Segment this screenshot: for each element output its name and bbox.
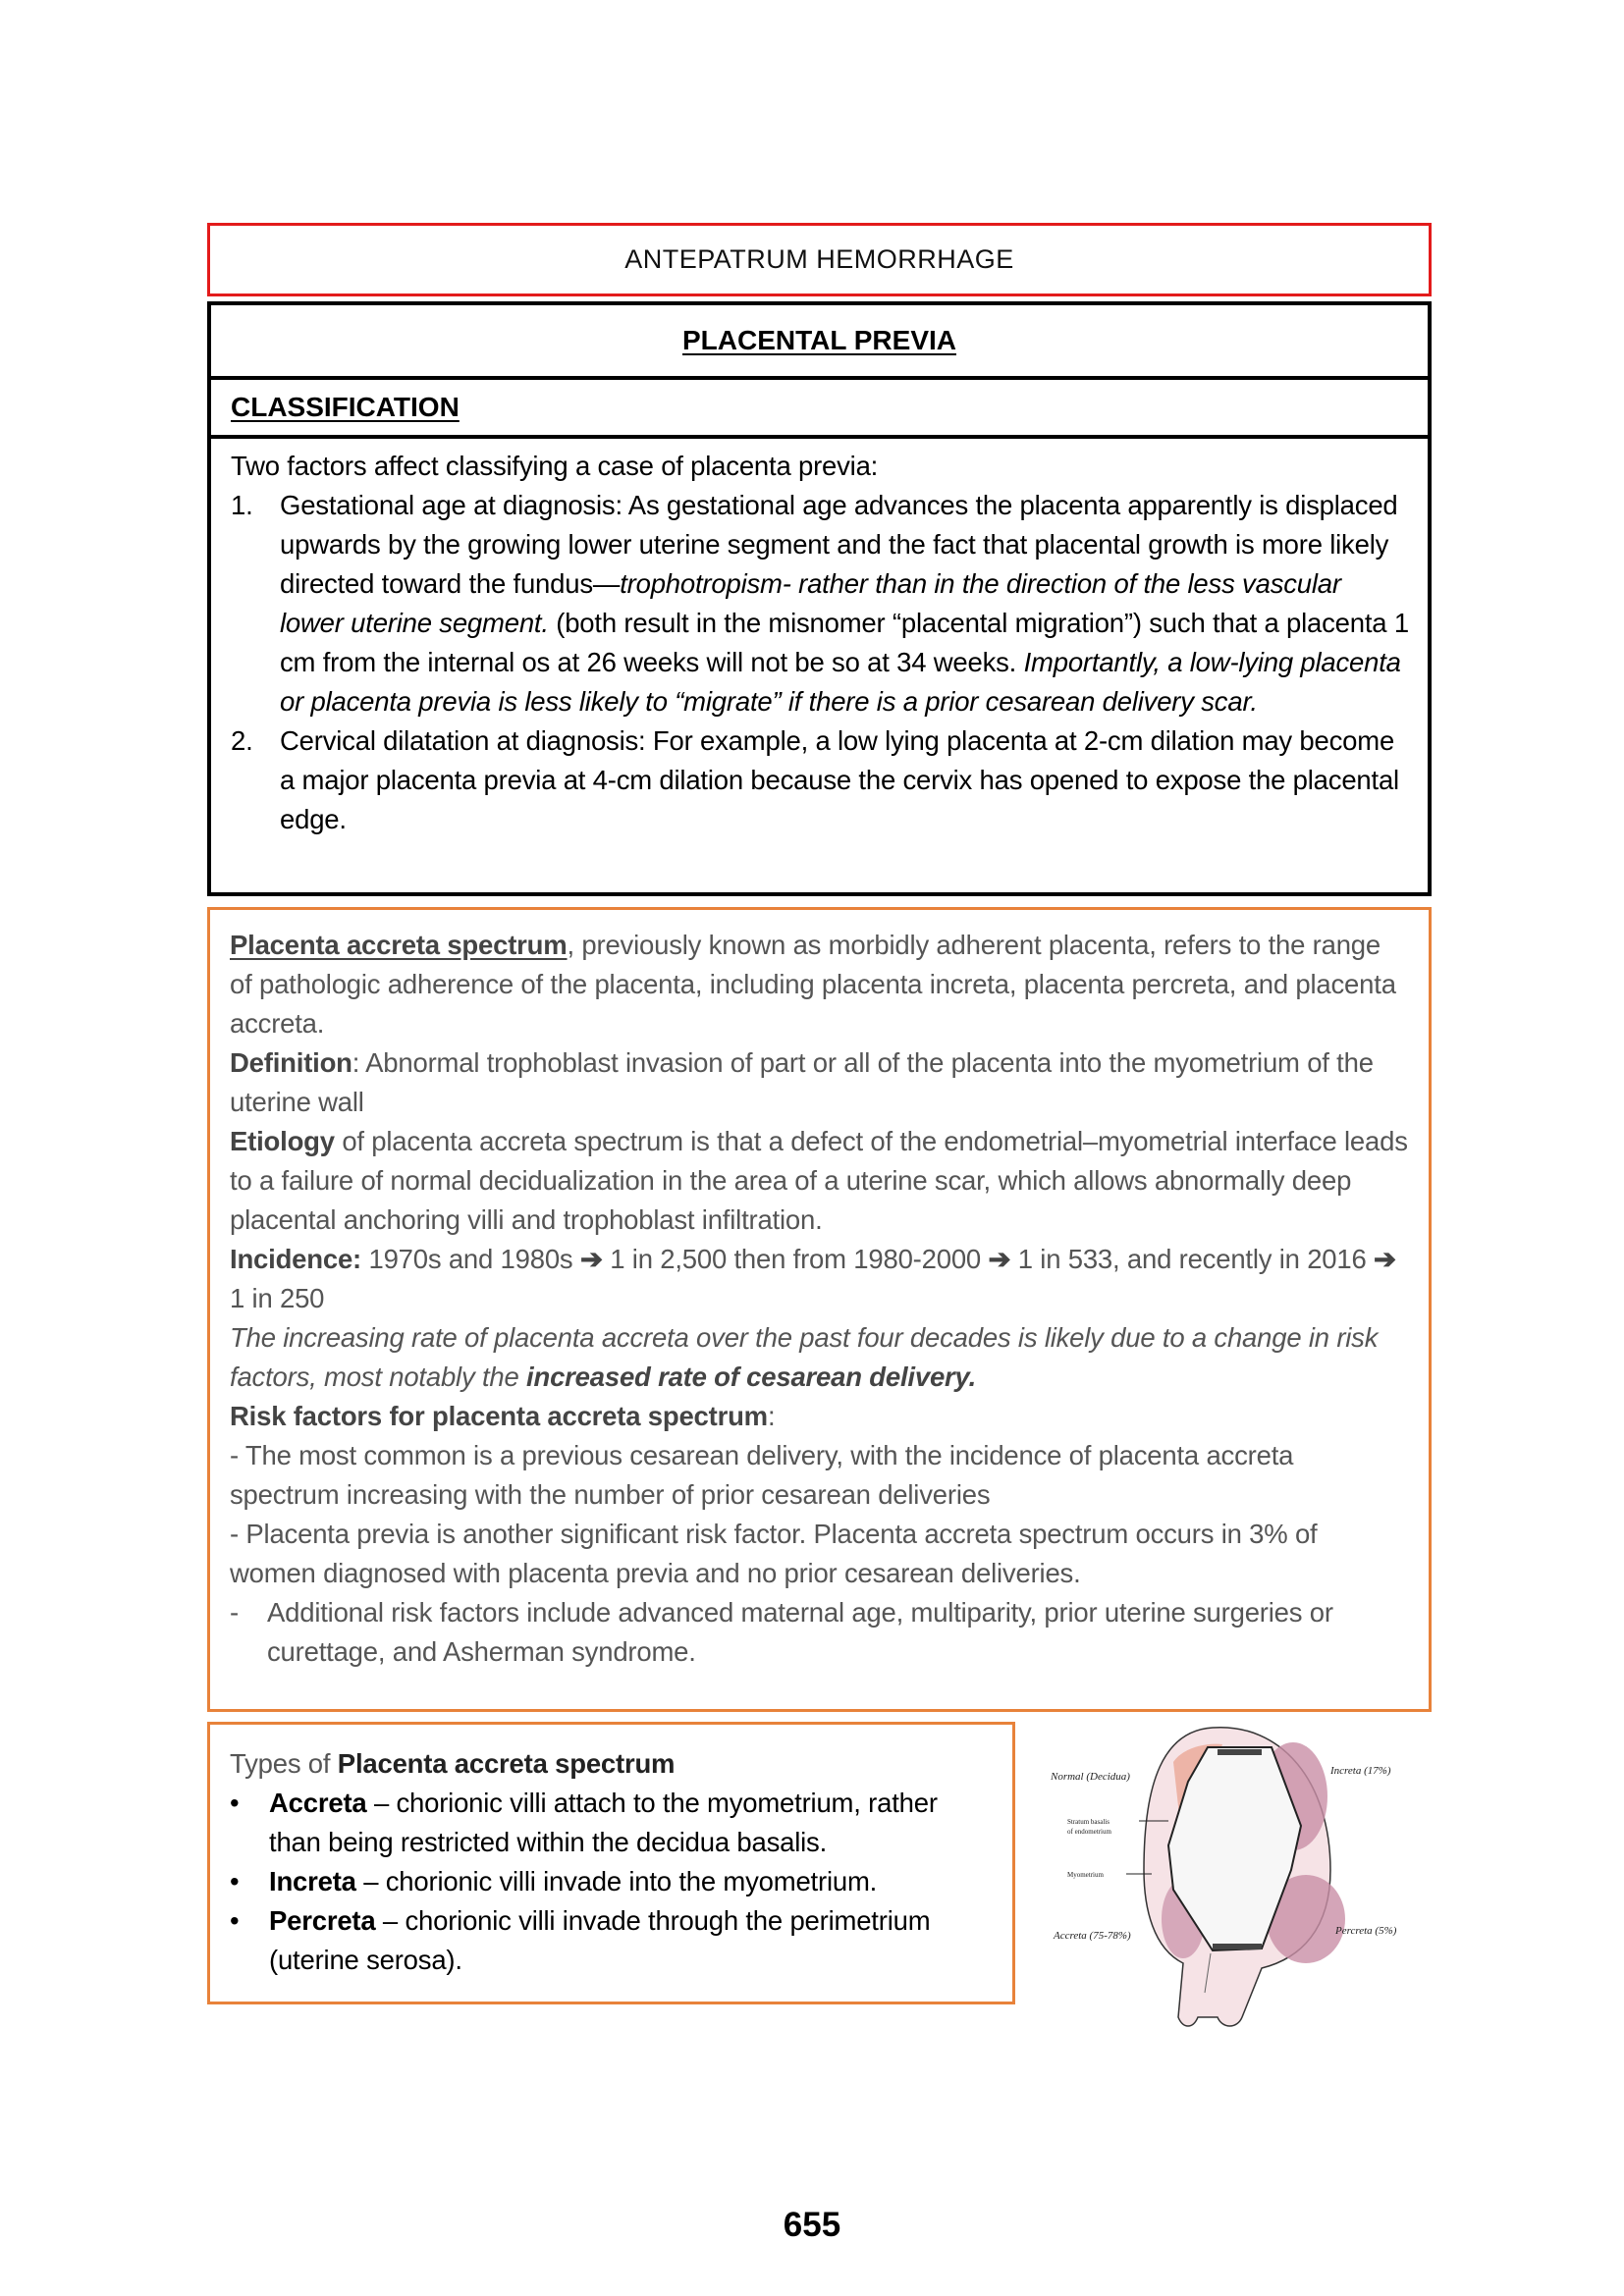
bullet-icon: • <box>230 1866 240 1896</box>
risk-item: - The most common is a previous cesarean delivery, with the incidence of placenta accreta spectrum increasing with the number of prior cesarean deliveries <box>230 1440 1294 1510</box>
uterus-diagram <box>1036 1723 1448 2047</box>
classification-body <box>211 439 1428 839</box>
item-text: (both result in the misnomer “placental migration”) such that a placenta 1 cm from the internal os at 26 weeks will not be so at 34 weeks. <box>280 608 1409 677</box>
page-number: 655 <box>783 2206 841 2244</box>
accreta-intro: Placenta accreta spectrum, previously known as morbidly adherent placenta, refers to the range of pathologic adherence of the placenta, including placenta increta, placenta percreta, and placenta accreta. <box>230 930 1396 1039</box>
classification-intro: Two factors affect classifying a case of placenta previa: <box>231 451 879 481</box>
item-text: Gestational age at diagnosis: As gestational age advances the placenta apparently is displaced upwards by the growing lower uterine segment and the fact that placental growth is more likely directed toward the fundus— <box>280 490 1398 599</box>
accreta-term: Placenta accreta spectrum <box>230 930 568 960</box>
svg-text:of endometrium: of endometrium <box>1067 1828 1111 1836</box>
list-item <box>231 721 1410 839</box>
item-text-italic: trophotropism- rather than in the direction of the less vascular lower uterine segment. <box>280 568 1341 638</box>
chapter-title-box <box>207 223 1432 296</box>
risk-item: - Placenta previa is another significant risk factor. Placenta accreta spectrum occurs in 3% of women diagnosed with placenta previa and no prior cesarean deliveries. <box>230 1519 1318 1588</box>
bullet-icon: • <box>230 1905 240 1936</box>
bullet-icon: • <box>230 1788 240 1818</box>
svg-text:Percreta (5%): Percreta (5%) <box>1335 1925 1397 1937</box>
type-item: • Increta – chorionic villi invade into the myometrium. <box>230 1862 993 1901</box>
arrow-right-icon: ➔ <box>1374 1244 1396 1274</box>
incidence: Incidence: 1970s and 1980s ➔ 1 in 2,500 then from 1980-2000 ➔ 1 in 533, and recently in 2016 ➔ 1 in 250 <box>230 1244 1396 1313</box>
etiology: Etiology of placenta accreta spectrum is that a defect of the endometrial–myometrial interface leads to a failure of normal decidualization in the area of a uterine scar, which allows abnormally deep placental anchoring villi and trophoblast infiltration. <box>230 1126 1408 1235</box>
risk-item: - Additional risk factors include advanced maternal age, multiparity, prior uterine surgeries or curettage, and Asherman syndrome. <box>230 1597 1333 1667</box>
arrow-right-icon: ➔ <box>579 1244 603 1274</box>
list-item <box>231 486 1410 721</box>
svg-text:Accreta (75-78%): Accreta (75-78%) <box>1054 1930 1131 1942</box>
definition: Definition: Abnormal trophoblast invasion of part or all of the placenta into the myometrium of the uterine wall <box>230 1047 1374 1117</box>
arrow-right-icon: ➔ <box>988 1244 1011 1274</box>
svg-text:Myometrium: Myometrium <box>1067 1871 1104 1879</box>
accreta-spectrum-box <box>207 907 1432 1712</box>
svg-text:Stratum basalis: Stratum basalis <box>1067 1818 1110 1826</box>
svg-text:Normal (Decidua): Normal (Decidua) <box>1051 1771 1130 1783</box>
trend-note: The increasing rate of placenta accreta over the past four decades is likely due to a change in risk factors, most notably the increased rate of cesarean delivery. <box>230 1322 1379 1392</box>
svg-text:Increta (17%): Increta (17%) <box>1330 1765 1391 1777</box>
placenta-previa-section <box>207 301 1432 896</box>
section-heading: PLACENTAL PREVIA <box>211 305 1428 380</box>
list-number: 1. <box>231 490 253 520</box>
types-heading: Types of Placenta accreta spectrum <box>230 1748 676 1779</box>
uterus-illustration-icon <box>1036 1723 1448 2047</box>
item-text: Cervical dilatation at diagnosis: For example, a low lying placenta at 2-cm dilation may become a major placenta previa at 4-cm dilation because the cervix has opened to expose the placental edge. <box>280 725 1399 834</box>
item-text-italic: Importantly, a low-lying placenta or placenta previa is less likely to “migrate” if there is a prior cesarean delivery scar. <box>280 647 1401 717</box>
type-item: • Accreta – chorionic villi attach to the myometrium, rather than being restricted within the decidua basalis. <box>230 1784 993 1862</box>
chapter-title: ANTEPATRUM HEMORRHAGE <box>624 244 1014 274</box>
list-number: 2. <box>231 725 253 756</box>
classification-heading: CLASSIFICATION <box>211 380 1428 439</box>
risk-heading: Risk factors for placenta accreta spectrum: <box>230 1401 776 1431</box>
type-item: • Percreta – chorionic villi invade through the perimetrium (uterine serosa). <box>230 1901 993 1980</box>
types-box <box>207 1722 1015 2004</box>
